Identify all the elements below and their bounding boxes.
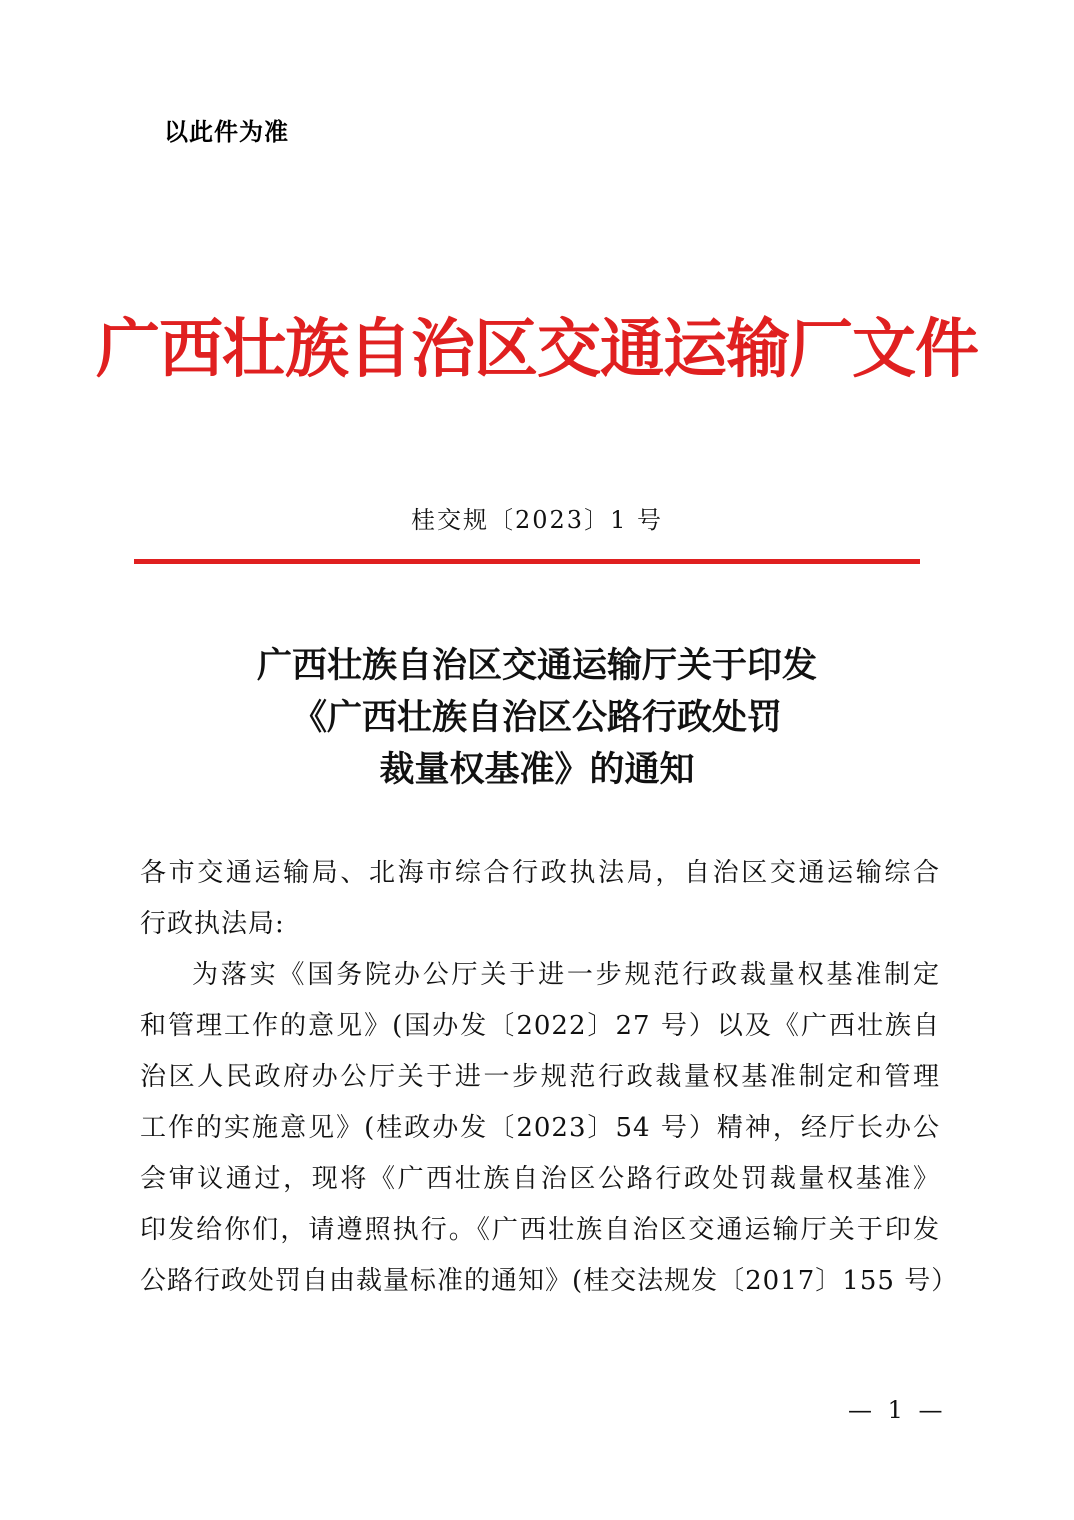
paragraph-line: 工作的实施意见》(桂政办发〔2023〕54 号）精神，经厅长办公 bbox=[140, 1113, 940, 1143]
paragraph-line: 公路行政处罚自由裁量标准的通知》(桂交法规发〔2017〕155 号） bbox=[140, 1266, 959, 1296]
document-number: 桂交规〔2023〕1 号 bbox=[411, 506, 663, 534]
title-line-3: 裁量权基准》的通知 bbox=[379, 749, 695, 790]
document-masthead: 广西壮族自治区交通运输厂文件 bbox=[96, 313, 978, 387]
title-line-1: 广西壮族自治区交通运输厅关于印发 bbox=[256, 645, 817, 686]
document-body bbox=[140, 848, 959, 1307]
authoritative-copy-note: 以此件为准 bbox=[164, 118, 289, 146]
paragraph-line: 治区人民政府办公厅关于进一步规范行政裁量权基准制定和管理 bbox=[140, 1062, 940, 1092]
red-divider-line bbox=[134, 559, 920, 564]
paragraph-line: 和管理工作的意见》(国办发〔2022〕27 号）以及《广西壮族自 bbox=[140, 1011, 940, 1041]
salutation-line-1: 各市交通运输局、北海市综合行政执法局，自治区交通运输综合 bbox=[140, 858, 940, 888]
paragraph-line: 印发给你们，请遵照执行。《广西壮族自治区交通运输厅关于印发 bbox=[140, 1215, 940, 1245]
document-title bbox=[0, 640, 1074, 796]
paragraph-line: 为落实《国务院办公厅关于进一步规范行政裁量权基准制定 bbox=[192, 960, 940, 990]
salutation-line-2: 行政执法局: bbox=[140, 909, 285, 939]
paragraph-line: 会审议通过，现将《广西壮族自治区公路行政处罚裁量权基准》 bbox=[140, 1164, 940, 1194]
title-line-2: 《广西壮族自治区公路行政处罚 bbox=[291, 697, 782, 738]
page-number: — 1 — bbox=[848, 1396, 947, 1424]
